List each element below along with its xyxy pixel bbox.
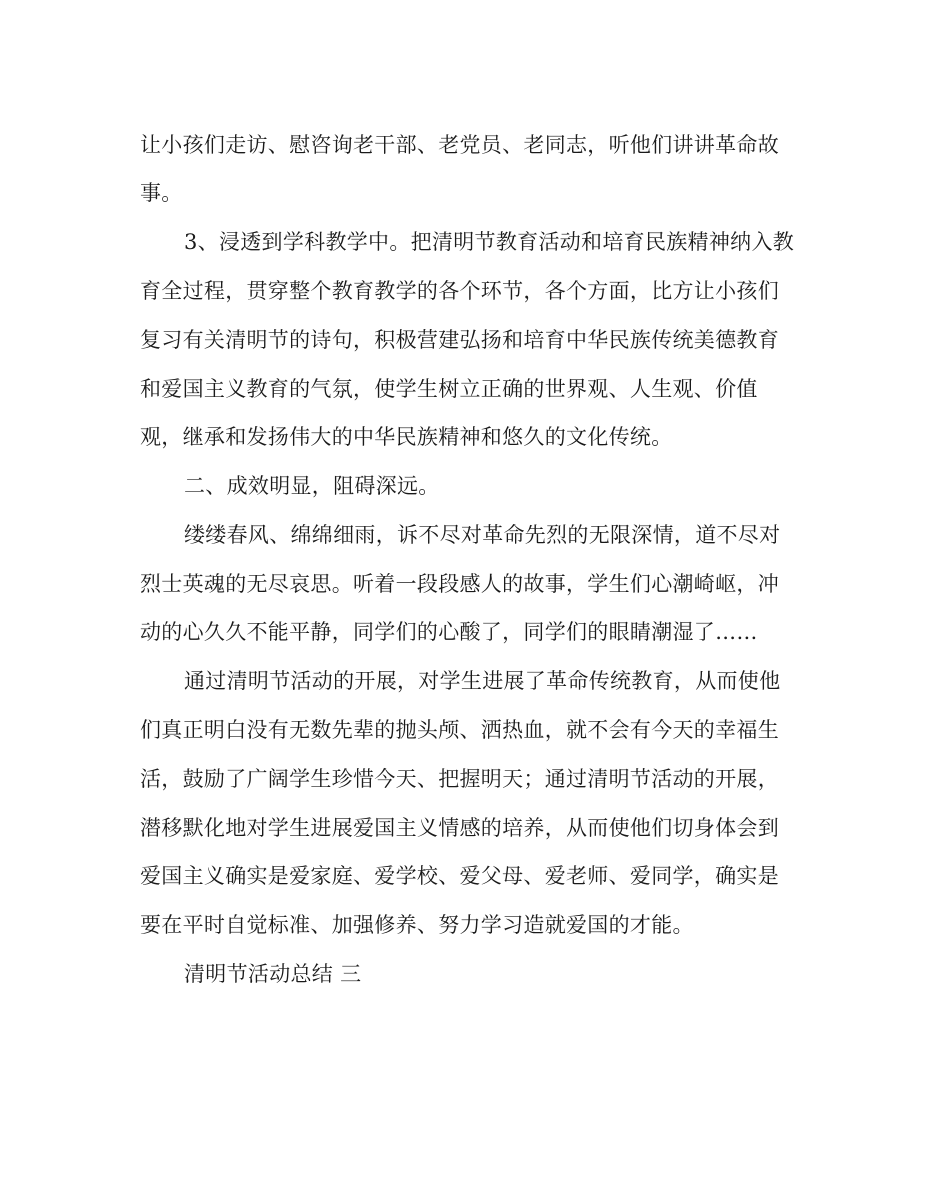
- text-line: 潜移默化地对学生进展爱国主义情感的培养，从而使他们切身体会到: [140, 816, 779, 840]
- text-line: 爱国主义确实是爱家庭、爱学校、爱父母、爱老师、爱同学，确实是: [140, 864, 779, 888]
- section-title: 清明节活动总结 三: [184, 962, 362, 986]
- text-line: 和爱国主义教育的气氛，使学生树立正确的世界观、人生观、价值: [140, 377, 758, 401]
- text-line: 缕缕春风、绵绵细雨，诉不尽对革命先烈的无限深情，道不尽对: [184, 523, 781, 547]
- text-line: 要在平时自觉标准、加强修养、努力学习造就爱国的才能。: [140, 913, 694, 937]
- text-line: 动的心久久不能平静，同学们的心酸了，同学们的眼睛潮湿了……: [140, 620, 758, 644]
- text-line: 事。: [140, 181, 183, 205]
- text-line: 让小孩们走访、慰咨询老干部、老党员、老同志，听他们讲讲革命故: [140, 133, 779, 157]
- text-line: 育全过程，贯穿整个教育教学的各个环节，各个方面，比方让小孩们: [140, 279, 779, 303]
- text-line: 活，鼓励了广阔学生珍惜今天、把握明天；通过清明节活动的开展，: [140, 767, 779, 791]
- section-heading: 二、成效明显，阻碍深远。: [184, 474, 440, 498]
- text-line: 3、浸透到学科教学中。把清明节教育活动和培育民族精神纳入教: [184, 230, 795, 254]
- text-line: 复习有关清明节的诗句，积极营建弘扬和培育中华民族传统美德教育: [140, 328, 779, 352]
- text-line: 观，继承和发扬伟大的中华民族精神和悠久的文化传统。: [140, 425, 673, 449]
- text-line: 通过清明节活动的开展，对学生进展了革命传统教育，从而使他: [184, 669, 781, 693]
- text-line: 们真正明白没有无数先辈的抛头颅、洒热血，就不会有今天的幸福生: [140, 718, 779, 742]
- text-line: 烈士英魂的无尽哀思。听着一段段感人的故事，学生们心潮崎岖，冲: [140, 572, 779, 596]
